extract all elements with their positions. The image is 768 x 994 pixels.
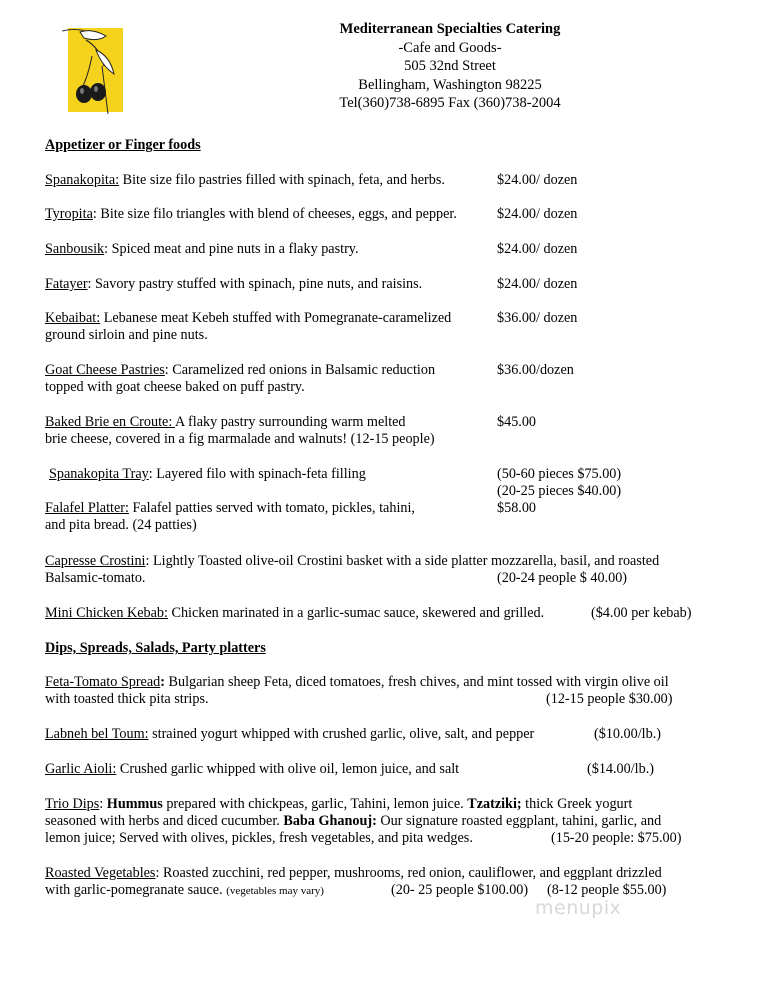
item-price: (12-15 people $30.00) bbox=[546, 691, 673, 707]
item-desc: : Layered filo with spinach-feta filling bbox=[148, 466, 366, 482]
item-desc: A flaky pastry surrounding warm melted bbox=[175, 414, 406, 430]
item-desc: strained yogurt whipped with crushed garlic, olive, salt, and pepper bbox=[148, 726, 535, 742]
item-name: Spanakopita Tray bbox=[49, 466, 149, 482]
item-desc: : bbox=[99, 796, 107, 812]
item-price: $58.00 bbox=[497, 500, 537, 516]
menu-item-tyropita bbox=[45, 206, 457, 223]
menu-item-labneh-bel-toum bbox=[45, 726, 534, 743]
menupix-watermark: menupix bbox=[535, 897, 622, 919]
item-desc: Lebanese meat Kebeh stuffed with Pomegranate-caramelized bbox=[100, 310, 452, 326]
item-desc-line2: Balsamic-tomato. bbox=[45, 570, 146, 586]
item-desc: Falafel patties served with tomato, pickles, tahini, bbox=[128, 500, 415, 516]
item-name: Baked Brie en Croute: bbox=[45, 414, 176, 430]
item-name: Labneh bel Toum: bbox=[45, 726, 149, 742]
restaurant-name: Mediterranean Specialties Catering bbox=[339, 21, 561, 37]
item-desc: : Bite size filo triangles with blend of cheeses, eggs, and pepper. bbox=[92, 206, 457, 222]
item-desc: prepared with chickpeas, garlic, Tahini, lemon juice. bbox=[162, 796, 468, 812]
item-price-large: (50-60 pieces $75.00) bbox=[497, 466, 622, 482]
item-price: $24.00/ dozen bbox=[497, 172, 578, 188]
item-name: Feta-Tomato Spread bbox=[45, 674, 161, 690]
item-name: Sanbousik bbox=[45, 241, 105, 257]
menu-item-mini-chicken-kebab bbox=[45, 605, 544, 622]
menu-item-baked-brie bbox=[45, 414, 435, 448]
item-name: Fatayer bbox=[45, 276, 88, 292]
item-name: Capresse Crostini bbox=[45, 553, 146, 569]
item-desc: Bite size filo pastries filled with spinach, feta, and herbs. bbox=[119, 172, 445, 188]
menu-item-goat-cheese-pastries bbox=[45, 362, 435, 396]
item-price: $36.00/dozen bbox=[497, 362, 574, 378]
item-desc: : Spiced meat and pine nuts in a flaky pastry. bbox=[104, 241, 359, 257]
restaurant-city: Bellingham, Washington 98225 bbox=[358, 76, 542, 93]
item-price: (20-24 people $ 40.00) bbox=[497, 570, 628, 586]
menu-item-fatayer bbox=[45, 276, 422, 293]
item-desc: : Lightly Toasted olive-oil Crostini basket with a side platter mozzarella, basil, and roasted bbox=[145, 553, 660, 569]
item-desc-line2: brie cheese, covered in a fig marmalade and walnuts! (12-15 people) bbox=[45, 431, 435, 447]
item-desc-line2: ground sirloin and pine nuts. bbox=[45, 327, 208, 343]
item-price: $24.00/ dozen bbox=[497, 206, 578, 222]
item-price: ($14.00/lb.) bbox=[587, 761, 654, 777]
item-name: Roasted Vegetables bbox=[45, 865, 156, 881]
item-price: $45.00 bbox=[497, 414, 537, 430]
hummus-label: Hummus bbox=[106, 796, 163, 812]
item-desc-line2: and pita bread. (24 patties) bbox=[45, 517, 197, 533]
restaurant-subtitle: -Cafe and Goods- bbox=[398, 39, 502, 56]
item-name: Tyropita bbox=[45, 206, 93, 222]
item-price-small: (8-12 people $55.00) bbox=[547, 882, 667, 898]
section-heading-dips: Dips, Spreads, Salads, Party platters bbox=[45, 640, 266, 656]
olive-logo bbox=[62, 26, 124, 116]
menu-item-sanbousik bbox=[45, 241, 359, 258]
item-desc: Our signature roasted eggplant, tahini, garlic, and bbox=[376, 813, 662, 829]
item-desc: : Savory pastry stuffed with spinach, pine nuts, and raisins. bbox=[87, 276, 423, 292]
item-price: $24.00/ dozen bbox=[497, 276, 578, 292]
item-price: $24.00/ dozen bbox=[497, 241, 578, 257]
item-name: Trio Dips bbox=[45, 796, 100, 812]
tzatziki-label: Tzatziki; bbox=[467, 796, 522, 812]
item-name: Kebaibat: bbox=[45, 310, 101, 326]
item-price: ($10.00/lb.) bbox=[594, 726, 661, 742]
item-name: Falafel Platter: bbox=[45, 500, 129, 516]
item-price: ($4.00 per kebab) bbox=[591, 605, 692, 621]
restaurant-header bbox=[300, 20, 600, 113]
item-desc-line3: lemon juice; Served with olives, pickles, fresh vegetables, and pita wedges. bbox=[45, 830, 473, 846]
restaurant-street: 505 32nd Street bbox=[404, 58, 496, 74]
item-desc: thick Greek yogurt bbox=[521, 796, 633, 812]
item-name: Mini Chicken Kebab: bbox=[45, 605, 168, 621]
item-desc-line2: with garlic-pomegranate sauce. bbox=[45, 882, 227, 898]
item-desc: : Caramelized red onions in Balsamic reduction bbox=[164, 362, 436, 378]
item-desc: Crushed garlic whipped with olive oil, lemon juice, and salt bbox=[116, 761, 460, 777]
section-heading-appetizers: Appetizer or Finger foods bbox=[45, 137, 201, 153]
item-price: $36.00/ dozen bbox=[497, 310, 578, 326]
menu-item-kebaibat bbox=[45, 310, 451, 344]
menu-item-spanakopita bbox=[45, 172, 445, 189]
menu-item-falafel-platter bbox=[45, 500, 415, 534]
item-name: Garlic Aioli: bbox=[45, 761, 117, 777]
restaurant-phone: Tel(360)738-6895 Fax (360)738-2004 bbox=[339, 95, 561, 111]
item-desc: seasoned with herbs and diced cucumber. bbox=[45, 813, 284, 829]
item-price: (15-20 people: $75.00) bbox=[551, 830, 682, 846]
item-price-large: (20- 25 people $100.00) bbox=[391, 882, 529, 898]
item-desc: : Roasted zucchini, red pepper, mushrooms, red onion, cauliflower, and eggplant drizzled bbox=[155, 865, 662, 881]
item-desc: Bulgarian sheep Feta, diced tomatoes, fresh chives, and mint tossed with virgin olive oil bbox=[164, 674, 669, 690]
item-colon: : bbox=[160, 674, 165, 690]
baba-ghanouj-label: Baba Ghanouj: bbox=[283, 813, 377, 829]
item-note: (vegetables may vary) bbox=[226, 885, 324, 897]
item-desc-line2: topped with goat cheese baked on puff pastry. bbox=[45, 379, 305, 395]
menu-item-spanakopita-tray bbox=[49, 466, 366, 483]
item-price-small: (20-25 pieces $40.00) bbox=[497, 483, 622, 499]
item-name: Goat Cheese Pastries bbox=[45, 362, 165, 378]
item-name: Spanakopita: bbox=[45, 172, 120, 188]
item-desc-line2: with toasted thick pita strips. bbox=[45, 691, 209, 707]
item-desc: Chicken marinated in a garlic-sumac sauce, skewered and grilled. bbox=[167, 605, 545, 621]
menu-item-garlic-aioli bbox=[45, 761, 459, 778]
